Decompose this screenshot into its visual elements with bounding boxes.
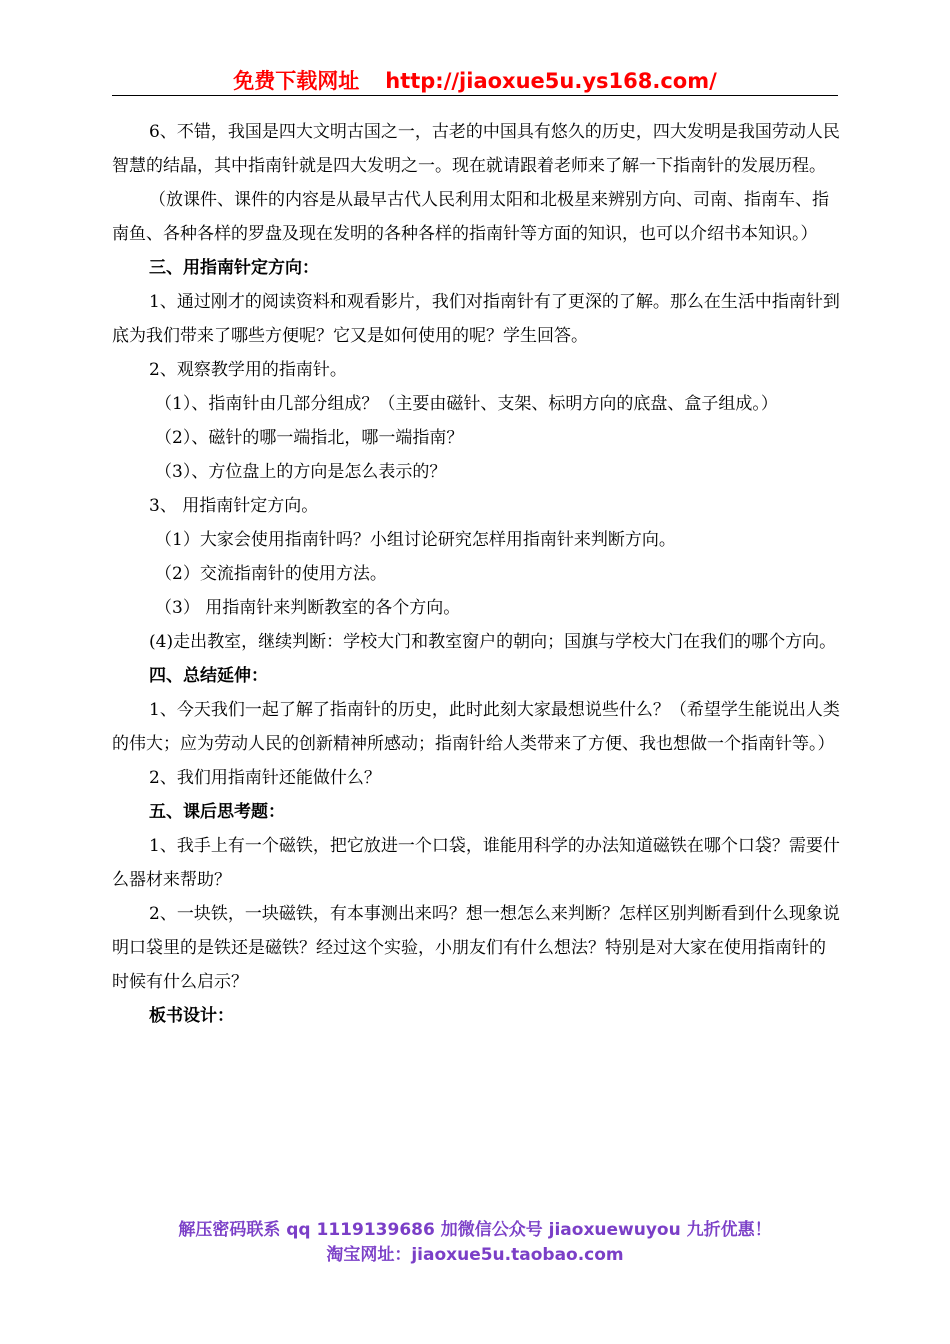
- paragraph: (4)走出教室，继续判断：学校大门和教室窗户的朝向；国旗与学校大门在我们的哪个方向。: [149, 632, 837, 652]
- paragraph: 6、不错，我国是四大文明古国之一，古老的中国具有悠久的历史，四大发明是我国劳动人民智慧的结晶，其中指南针就是四大发明之一。现在就请跟着老师来了解一下指南针的发展历程。: [112, 122, 840, 176]
- paragraph: （2）、磁针的哪一端指北，哪一端指南？: [155, 428, 464, 448]
- paragraph: 1、今天我们一起了解了指南针的历史，此时此刻大家最想说些什么？（希望学生能说出人类的伟大；应为劳动人民的创新精神所感动；指南针给人类带来了方便、我也想做一个指南针等。）: [112, 700, 840, 754]
- paragraph: 2、观察教学用的指南针。: [149, 360, 347, 380]
- paragraph: （2）交流指南针的使用方法。: [155, 564, 387, 584]
- section-heading: 五、课后思考题：: [149, 802, 285, 822]
- paragraph: （放课件、课件的内容是从最早古代人民利用太阳和北极星来辨别方向、司南、指南车、指南鱼、各种各样的罗盘及现在发明的各种各样的指南针等方面的知识，也可以介绍书本知识。）: [112, 190, 829, 244]
- section-heading: 三、用指南针定方向：: [149, 258, 319, 278]
- header-url[interactable]: http://jiaoxue5u.ys168.com/: [385, 69, 717, 93]
- header-rule: [112, 95, 838, 96]
- paragraph: （1）、指南针由几部分组成？（主要由磁针、支架、标明方向的底盘、盒子组成。）: [155, 394, 778, 414]
- header-label: 免费下载网址: [233, 69, 360, 93]
- paragraph: 3、 用指南针定方向。: [149, 496, 319, 516]
- footer-contact: 解压密码联系 qq 1119139686 加微信公众号 jiaoxuewuyou 九折优惠！: [178, 1220, 772, 1240]
- page-header: [0, 66, 950, 96]
- paragraph: （1）大家会使用指南针吗？小组讨论研究怎样用指南针来判断方向。: [155, 530, 676, 550]
- paragraph: （3）、方位盘上的方向是怎么表示的？: [155, 462, 447, 482]
- paragraph: 1、我手上有一个磁铁，把它放进一个口袋，谁能用科学的办法知道磁铁在哪个口袋？需要什么器材来帮助？: [112, 836, 840, 890]
- section-heading: 四、总结延伸：: [149, 666, 268, 686]
- paragraph: 2、一块铁，一块磁铁，有本事测出来吗？想一想怎么来判断？怎样区别判断看到什么现象说明口袋里的是铁还是磁铁？经过这个实验，小朋友们有什么想法？特别是对大家在使用指南针的时候有什么启示？: [112, 904, 840, 992]
- document-body: [112, 115, 840, 1033]
- footer-taobao-link[interactable]: 淘宝网址：jiaoxue5u.taobao.com: [326, 1245, 624, 1265]
- paragraph: 2、我们用指南针还能做什么？: [149, 768, 381, 788]
- paragraph: 1、通过刚才的阅读资料和观看影片，我们对指南针有了更深的了解。那么在生活中指南针到底为我们带来了哪些方便呢？它又是如何使用的呢？学生回答。: [112, 292, 840, 346]
- section-heading: 板书设计：: [149, 1006, 234, 1026]
- paragraph: （3） 用指南针来判断教室的各个方向。: [155, 598, 461, 618]
